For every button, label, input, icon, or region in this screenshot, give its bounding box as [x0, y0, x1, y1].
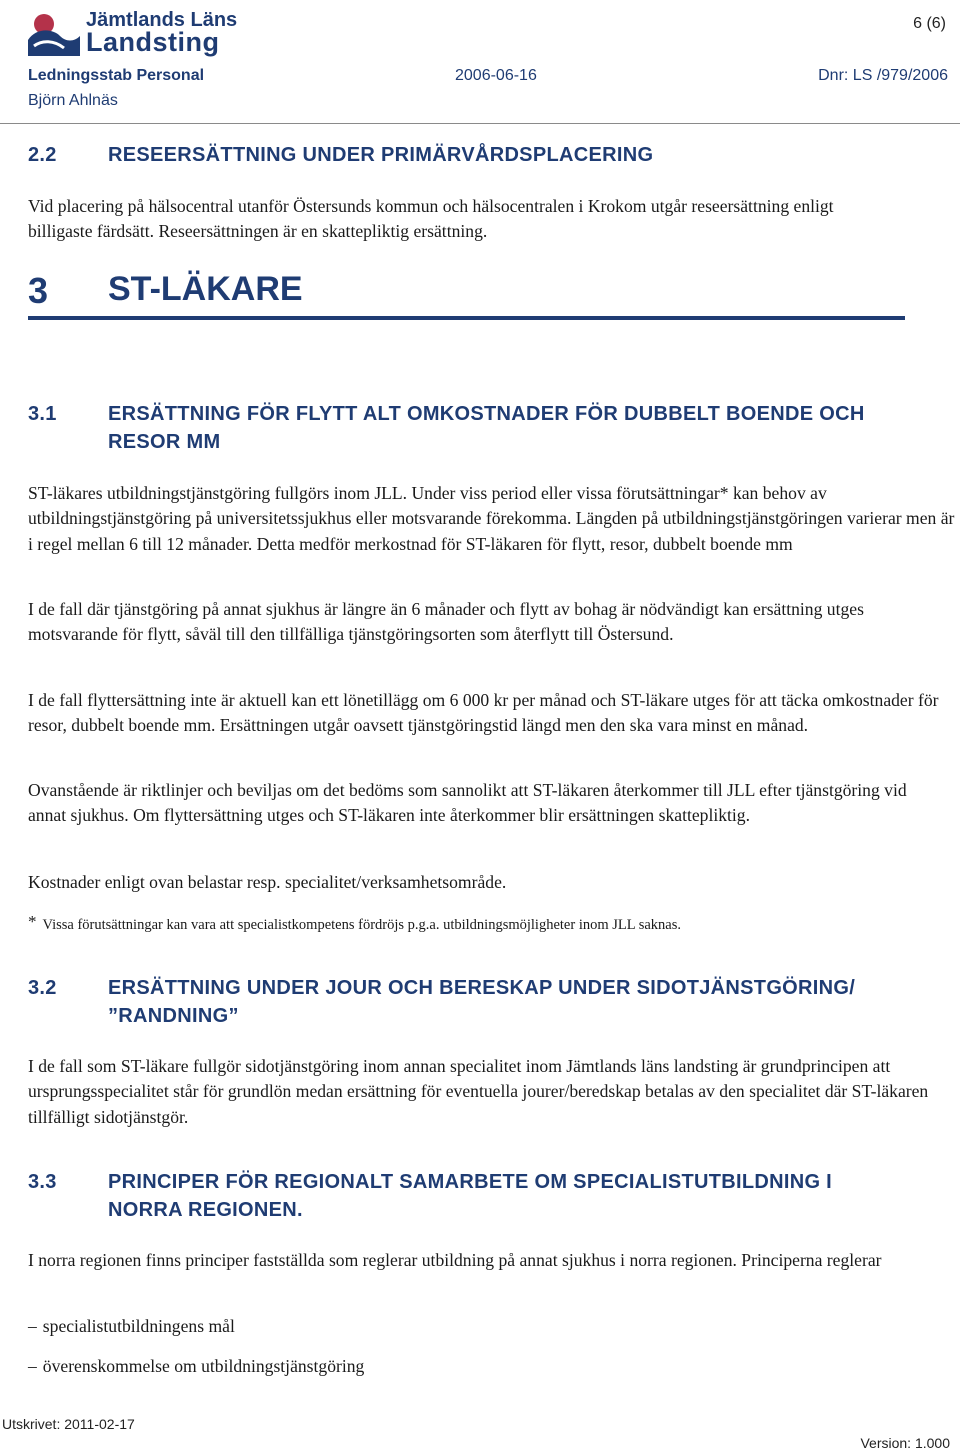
footnote-mark: * — [28, 912, 37, 931]
footnote — [28, 912, 960, 935]
heading-number: 3.3 — [28, 1171, 57, 1193]
heading-title — [108, 400, 953, 456]
heading-2-2 — [28, 141, 948, 169]
heading-number: 2.2 — [28, 144, 57, 166]
heading-title-line1: ERSÄTTNING UNDER JOUR OCH BERESKAP UNDER SIDOTJÄNSTGÖRING/ — [108, 977, 856, 999]
page-number: 6 (6) — [913, 15, 946, 32]
reference-number: Dnr: LS /979/2006 — [818, 67, 948, 84]
paragraph: I de fall flyttersättning inte är aktuell kan ett lönetillägg om 6 000 kr per månad och ST-läkare utges för att täcka omkostnader för resor, dubbelt boende mm. Ersättningen utgår oavsett tjänstgöringstid längd men den ska vara minst en månad. — [28, 690, 939, 736]
version: Version: 1.000 — [860, 1435, 950, 1451]
printed-date: Utskrivet: 2011-02-17 — [2, 1416, 135, 1432]
footnote-text: Vissa förutsättningar kan vara att specialistkompetens fördröjs p.g.a. utbildningsmöjligheter inom JLL saknas. — [42, 917, 681, 933]
bullet-marker: – — [28, 1356, 37, 1376]
heading-title-line2: RESOR MM — [108, 431, 221, 453]
heading-3-1 — [28, 400, 953, 456]
logo-line1: Jämtlands Läns — [86, 9, 238, 31]
heading-3-3 — [28, 1168, 953, 1224]
header-row — [28, 67, 948, 87]
heading-title — [108, 1168, 953, 1224]
heading-rule — [28, 316, 905, 320]
list-item — [28, 1314, 960, 1339]
heading-number: 3.2 — [28, 977, 57, 999]
heading-3 — [28, 270, 628, 314]
heading-title-line1: PRINCIPER FÖR REGIONALT SAMARBETE OM SPECIALISTUTBILDNING I — [108, 1171, 833, 1193]
bullet-marker: – — [28, 1316, 37, 1336]
heading-title: RESEERSÄTTNING UNDER PRIMÄRVÅRDSPLACERING — [108, 144, 654, 166]
list-item-text: specialistutbildningens mål — [42, 1316, 235, 1336]
heading-title-line2: NORRA REGIONEN. — [108, 1199, 303, 1221]
paragraph: Kostnader enligt ovan belastar resp. specialitet/verksamhetsområde. — [28, 872, 507, 892]
document-date: 2006-06-16 — [455, 67, 537, 84]
heading-number: 3.1 — [28, 403, 57, 425]
paragraph: ST-läkares utbildningstjänstgöring fullgörs inom JLL. Under viss period eller vissa förutsättningar* kan behov av utbildningstjänstgöring på universitetssjukhus eller motsvarande förekomma. Längden på utbildningstjänstgöringen varierar men är i regel mellan 6 till 12 månader. Detta medför merkostnad för ST-läkaren för flytt, resor, dubbelt boende mm — [28, 483, 955, 554]
paragraph: I norra regionen finns principer fastställda som reglerar utbildning på annat sjukhus i norra regionen. Principerna reglerar — [28, 1250, 882, 1270]
list-item — [28, 1354, 960, 1379]
heading-number: 3 — [28, 270, 49, 311]
heading-3-2 — [28, 974, 953, 1030]
list-item-text: överenskommelse om utbildningstjänstgöring — [42, 1356, 365, 1376]
heading-title — [108, 974, 953, 1030]
department: Ledningsstab Personal — [28, 67, 205, 84]
paragraph: I de fall som ST-läkare fullgör sidotjänstgöring inom annan specialitet inom Jämtlands läns landsting är grundprincipen att ursprungsspecialitet står för grundlön medan ersättning för eventuella jourer/beredskap betalas av den specialitet där ST-läkaren tillfälligt sidotjänstgör. — [28, 1056, 929, 1127]
landsting-logo — [26, 6, 238, 60]
paragraph: Vid placering på hälsocentral utanför Östersunds kommun och hälsocentralen i Krokom utgår reseersättning enligt billigaste färdsätt. Reseersättningen är en skattepliktig ersättning. — [28, 196, 834, 242]
header-divider — [0, 123, 960, 124]
heading-title-line2: ”RANDNING” — [108, 1005, 239, 1027]
heading-title-line1: ERSÄTTNING FÖR FLYTT ALT OMKOSTNADER FÖR DUBBELT BOENDE OCH — [108, 403, 865, 425]
heading-title: ST-LÄKARE — [108, 270, 303, 308]
paragraph: Ovanstående är riktlinjer och beviljas om det bedöms som sannolikt att ST-läkaren återkommer till JLL efter tjänstgöring vid annat sjukhus. Om flyttersättning utges och ST-läkaren inte återkommer blir ersättningen skattepliktig. — [28, 780, 907, 826]
logo-line2: Landsting — [86, 27, 220, 57]
author: Björn Ahlnäs — [28, 92, 118, 109]
paragraph: I de fall där tjänstgöring på annat sjukhus är längre än 6 månader och flytt av bohag är nödvändigt kan ersättning utges motsvarande för flytt, såväl till den tillfälliga tjänstgöringsorten som återflytt till Östersund. — [28, 599, 864, 645]
